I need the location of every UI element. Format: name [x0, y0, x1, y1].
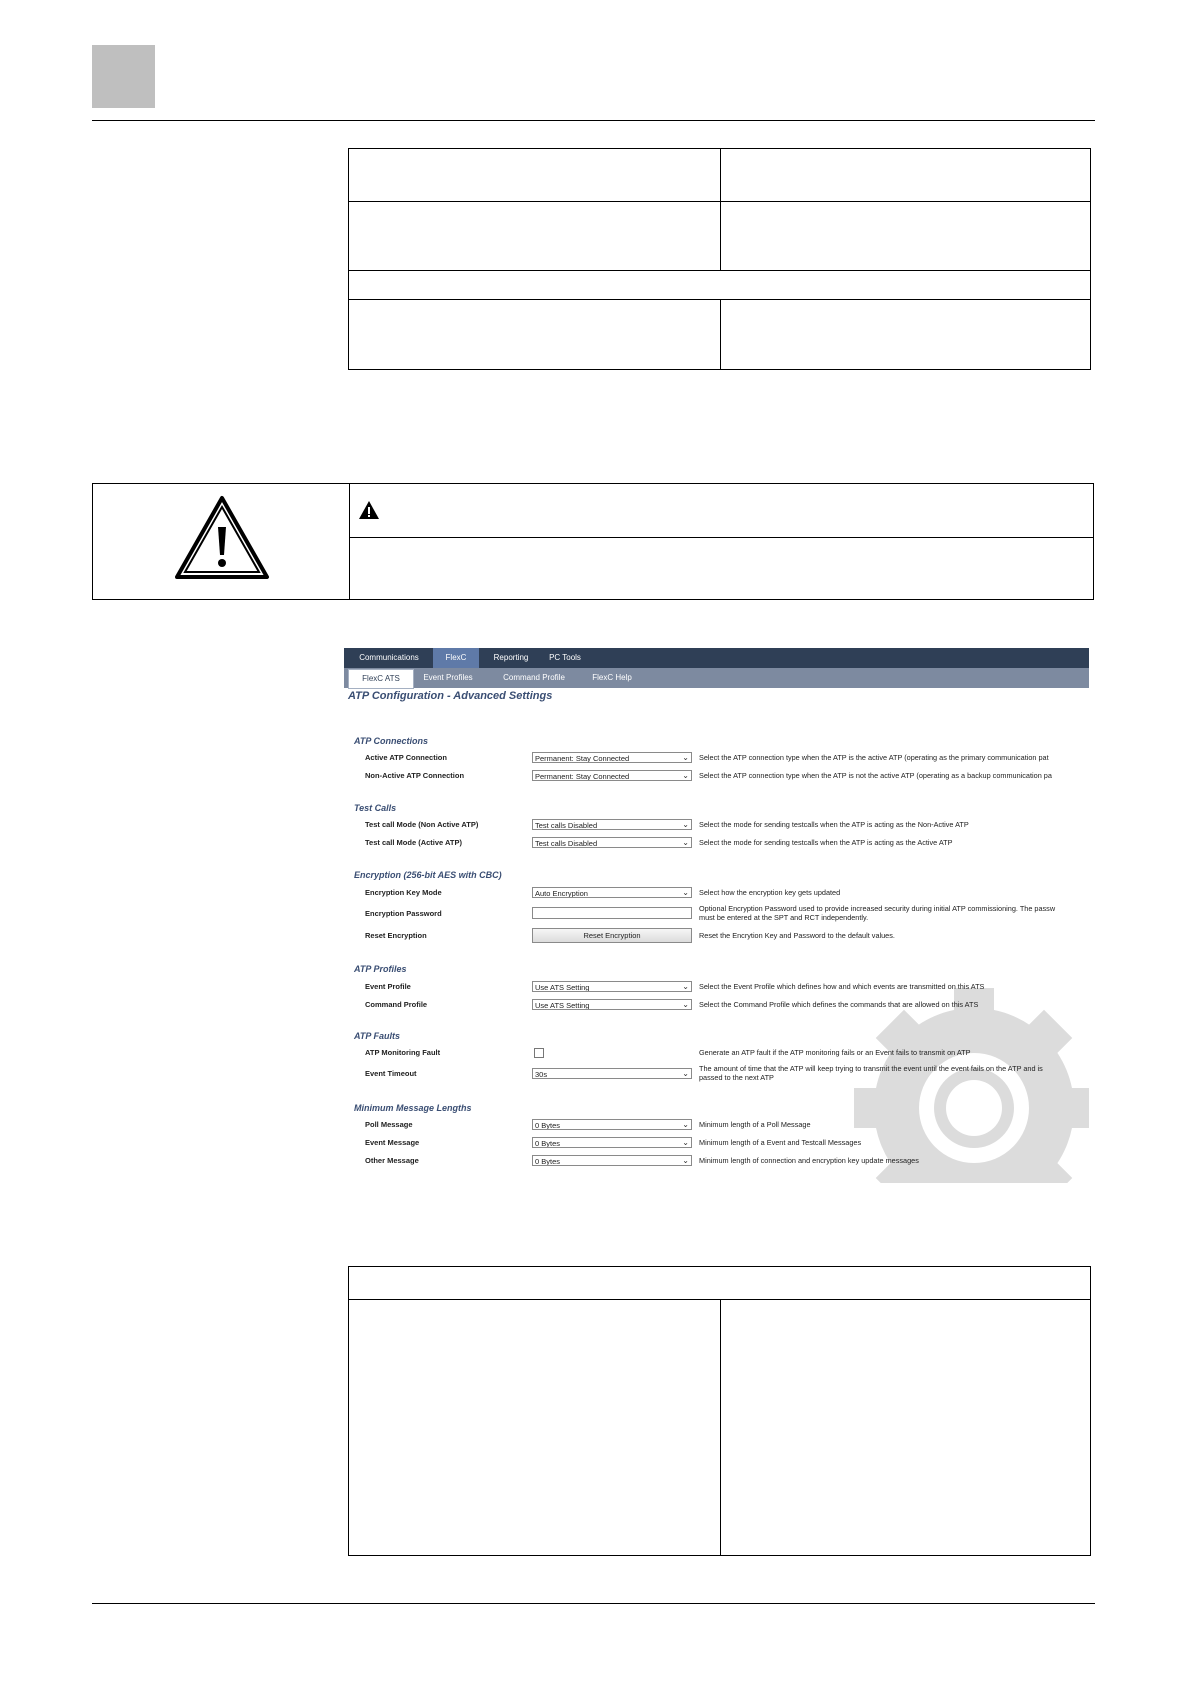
select-value: Test calls Disabled — [535, 821, 598, 830]
table-cell — [349, 1267, 1091, 1300]
tab-command-profile[interactable]: Command Profile — [503, 673, 565, 682]
event-timeout-select[interactable] — [532, 1068, 692, 1079]
select-value: 30s — [535, 1070, 548, 1079]
nonactive-connection-desc: Select the ATP connection type when the ATP is not the active ATP (operating as a backup communication pa — [699, 771, 1052, 780]
event-message-label: Event Message — [365, 1138, 420, 1147]
sub-tab-bar — [344, 668, 1089, 688]
chevron-down-icon: ⌄ — [682, 820, 689, 829]
password-desc-line1: Optional Encryption Password used to provide increased security during initial ATP commissioning. The passw — [699, 904, 1056, 913]
chevron-down-icon: ⌄ — [682, 753, 689, 762]
table-cell — [349, 202, 721, 271]
warning-icon-cell — [93, 484, 350, 599]
tab-pc-tools[interactable]: PC Tools — [549, 653, 581, 662]
chevron-down-icon: ⌄ — [682, 771, 689, 780]
parameter-table-bottom — [348, 1266, 1091, 1556]
key-mode-select[interactable] — [532, 887, 692, 898]
footer-rule — [92, 1603, 1095, 1604]
tab-flexc[interactable]: FlexC — [433, 648, 479, 668]
flexc-screenshot — [344, 648, 1089, 1183]
warning-header — [350, 484, 1093, 538]
other-message-label: Other Message — [365, 1156, 419, 1165]
warning-icon — [358, 500, 380, 520]
testcall-nonactive-select[interactable] — [532, 819, 692, 830]
tab-flexc-ats[interactable]: FlexC ATS — [348, 669, 414, 689]
testcall-nonactive-label: Test call Mode (Non Active ATP) — [365, 820, 479, 829]
event-timeout-label: Event Timeout — [365, 1069, 417, 1078]
key-mode-desc: Select how the encryption key gets updated — [699, 888, 841, 897]
active-connection-label: Active ATP Connection — [365, 753, 447, 762]
testcall-nonactive-desc: Select the mode for sending testcalls when the ATP is acting as the Non-Active ATP — [699, 820, 969, 829]
header-rule — [92, 120, 1095, 121]
key-mode-label: Encryption Key Mode — [365, 888, 442, 897]
chevron-down-icon: ⌄ — [682, 888, 689, 897]
event-timeout-desc-line2: passed to the next ATP — [699, 1073, 774, 1082]
tab-communications[interactable]: Communications — [359, 653, 419, 662]
nonactive-connection-select[interactable] — [532, 770, 692, 781]
event-message-select[interactable] — [532, 1137, 692, 1148]
section-title-test-calls: Test Calls — [354, 803, 397, 813]
warning-triangle-icon — [174, 495, 270, 581]
reset-label: Reset Encryption — [365, 931, 427, 940]
reset-encryption-button[interactable]: Reset Encryption — [532, 928, 692, 943]
section-title-lengths: Minimum Message Lengths — [354, 1103, 472, 1113]
table-cell — [721, 300, 1091, 370]
tab-flexc-help[interactable]: FlexC Help — [592, 673, 632, 682]
page-title: ATP Configuration - Advanced Settings — [348, 690, 553, 702]
event-profile-desc: Select the Event Profile which defines how and which events are transmitted on this ATS — [699, 982, 985, 991]
select-value: Auto Encryption — [535, 889, 588, 898]
table-cell — [349, 271, 1091, 300]
select-value: Use ATS Setting — [535, 983, 590, 992]
table-cell — [721, 1300, 1091, 1556]
other-message-desc: Minimum length of connection and encryption key update messages — [699, 1156, 919, 1165]
section-title-faults: ATP Faults — [354, 1031, 401, 1041]
monitoring-fault-checkbox[interactable] — [534, 1048, 544, 1058]
command-profile-label: Command Profile — [365, 1000, 428, 1009]
section-title-connections: ATP Connections — [354, 736, 428, 746]
tab-event-profiles[interactable]: Event Profiles — [423, 673, 473, 682]
event-timeout-desc-line1: The amount of time that the ATP will keep trying to transmit the event until the event fails on the ATP and is — [699, 1064, 1043, 1073]
active-connection-desc: Select the ATP connection type when the ATP is the active ATP (operating as the primary communication pat — [699, 753, 1049, 762]
reset-desc: Reset the Encrytion Key and Password to the default values. — [699, 931, 895, 940]
table-cell — [721, 149, 1091, 202]
select-value: 0 Bytes — [535, 1157, 561, 1166]
testcall-active-label: Test call Mode (Active ATP) — [365, 838, 462, 847]
testcall-active-select[interactable] — [532, 837, 692, 848]
event-message-desc: Minimum length of a Event and Testcall Messages — [699, 1138, 862, 1147]
command-profile-select[interactable] — [532, 999, 692, 1010]
section-title-profiles: ATP Profiles — [354, 964, 407, 974]
select-value: 0 Bytes — [535, 1121, 561, 1130]
warning-block — [92, 483, 1094, 600]
table-cell — [349, 149, 721, 202]
select-value: Use ATS Setting — [535, 1001, 590, 1010]
event-profile-select[interactable] — [532, 981, 692, 992]
chapter-marker — [92, 45, 155, 108]
monitoring-fault-label: ATP Monitoring Fault — [365, 1048, 441, 1057]
password-desc-line2: must be entered at the SPT and RCT independently. — [699, 913, 869, 922]
chevron-down-icon: ⌄ — [682, 1000, 689, 1009]
select-value: Test calls Disabled — [535, 839, 598, 848]
password-label: Encryption Password — [365, 909, 442, 918]
chevron-down-icon: ⌄ — [682, 1156, 689, 1165]
chevron-down-icon: ⌄ — [682, 1138, 689, 1147]
parameter-table-top — [348, 148, 1091, 370]
table-cell — [349, 300, 721, 370]
poll-message-label: Poll Message — [365, 1120, 413, 1129]
chevron-down-icon: ⌄ — [682, 1120, 689, 1129]
poll-message-desc: Minimum length of a Poll Message — [699, 1120, 811, 1129]
main-tab-bar — [344, 648, 1089, 668]
nonactive-connection-label: Non-Active ATP Connection — [365, 771, 465, 780]
table-cell — [721, 202, 1091, 271]
select-value: Permanent: Stay Connected — [535, 754, 630, 763]
chevron-down-icon: ⌄ — [682, 1069, 689, 1078]
event-profile-label: Event Profile — [365, 982, 411, 991]
command-profile-desc: Select the Command Profile which defines the commands that are allowed on this ATS — [699, 1000, 979, 1009]
tab-reporting[interactable]: Reporting — [493, 653, 529, 662]
testcall-active-desc: Select the mode for sending testcalls when the ATP is acting as the Active ATP — [699, 838, 953, 847]
table-cell — [349, 1300, 721, 1556]
chevron-down-icon: ⌄ — [682, 838, 689, 847]
poll-message-select[interactable] — [532, 1119, 692, 1130]
chevron-down-icon: ⌄ — [682, 982, 689, 991]
other-message-select[interactable] — [532, 1155, 692, 1166]
active-connection-select[interactable] — [532, 752, 692, 763]
select-value: Permanent: Stay Connected — [535, 772, 630, 781]
section-title-encryption: Encryption (256-bit AES with CBC) — [354, 870, 502, 880]
encryption-password-input[interactable] — [532, 907, 692, 919]
select-value: 0 Bytes — [535, 1139, 561, 1148]
monitoring-fault-desc: Generate an ATP fault if the ATP monitoring fails or an Event fails to transmit on ATP — [699, 1048, 971, 1057]
